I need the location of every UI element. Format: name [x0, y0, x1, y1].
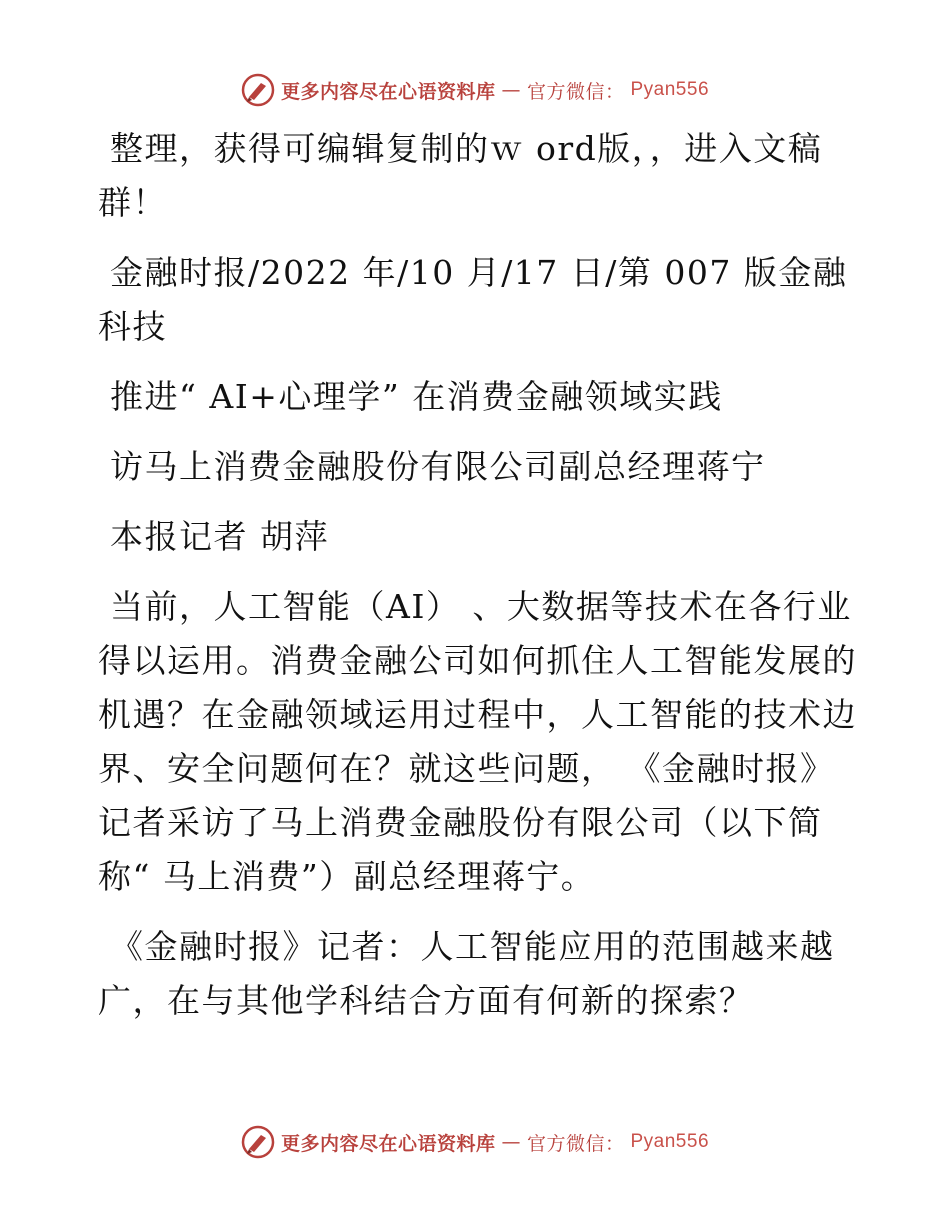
article-byline: 本报记者 胡萍: [110, 517, 329, 556]
header-watermark: [0, 73, 950, 107]
document-body: [98, 122, 858, 1044]
watermark-text: 更多内容尽在心语资料库: [280, 80, 496, 103]
pen-logo-icon: [241, 1125, 275, 1159]
paragraph-lead: 当前，人工智能（AI） 、大数据等技术在各行业得以运用。消费金融公司如何抓住人工智能发展的机遇？在金融领域运用过程中，人工智能的技术边界、安全问题何在？就这些问题， 《金融时报》记者采访了马上消费金融股份有限公司（以下简称“ 马上消费”）副总经理蒋宁。: [98, 587, 857, 896]
watermark-id: Pyan556: [630, 79, 710, 100]
watermark-dash: —: [501, 1131, 521, 1153]
watermark-official: 官方微信：: [526, 1132, 625, 1155]
watermark-official: 官方微信：: [526, 80, 625, 103]
watermark-dash: —: [501, 79, 521, 101]
pen-logo-icon: [241, 73, 275, 107]
article-subtitle: 访马上消费金融股份有限公司副总经理蒋宁: [110, 447, 766, 486]
footer-watermark: [0, 1125, 950, 1159]
paragraph-source: 金融时报/2022 年/10 月/17 日/第 007 版金融科技: [98, 253, 848, 346]
article-title: 推进“ AI+心理学” 在消费金融领域实践: [110, 377, 723, 416]
paragraph-intro: 整理，获得可编辑复制的ｗ ord版，，进入文稿群！: [98, 129, 823, 222]
paragraph-question: 《金融时报》记者：人工智能应用的范围越来越广，在与其他学科结合方面有何新的探索？: [98, 927, 835, 1020]
watermark-text: 更多内容尽在心语资料库: [280, 1132, 496, 1155]
watermark-id: Pyan556: [630, 1131, 710, 1152]
